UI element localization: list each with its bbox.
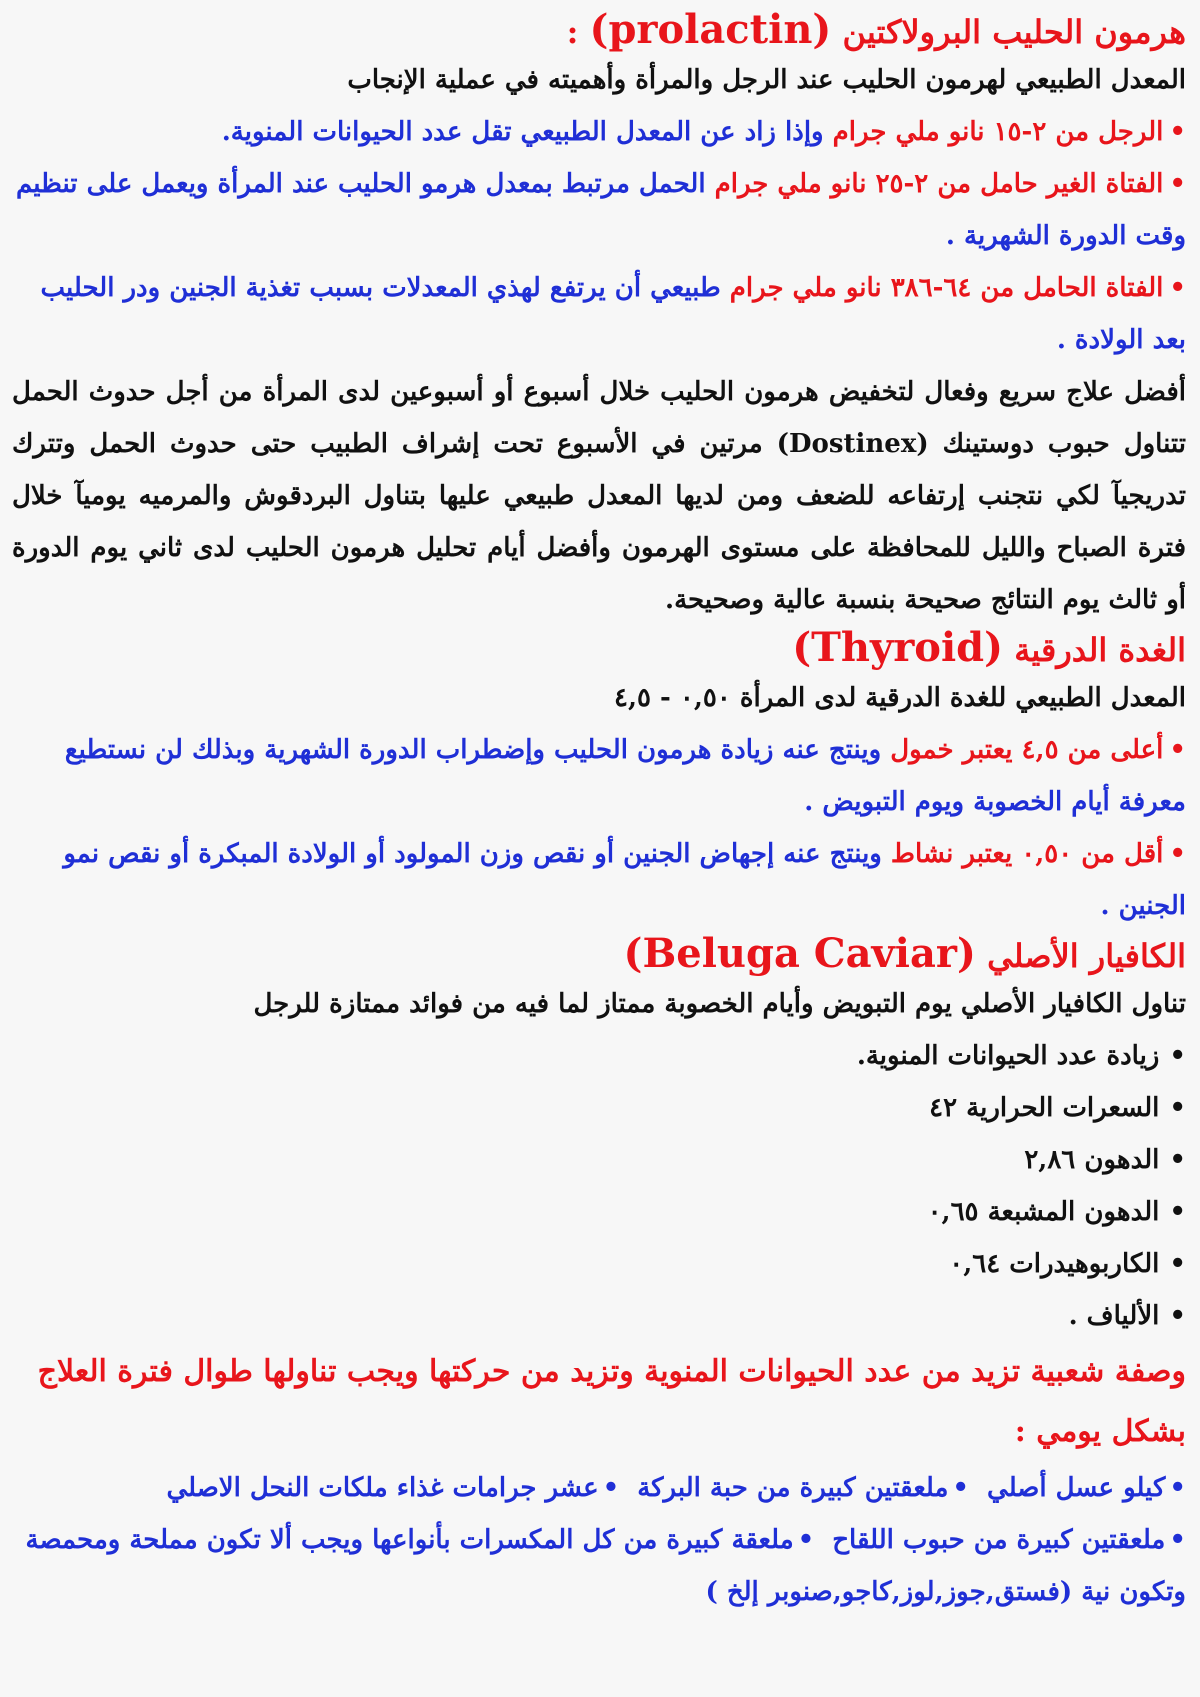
prolactin-treatment-paragraph: أفضل علاج سريع وفعال لتخفيض هرمون الحليب خلال أسبوع أو أسبوعين لدى المرأة من أجل حدوث الحمل تتناول حبوب دوستينك (Dostinex) مرتين في الأسبوع تحت إشراف الطبيب حتى حدوث الحمل وتترك تدريجيآ لكي نتجنب إرتفاعه للضعف ومن لديها المعدل طبيعي عليها بتناول البردقوش والمرميه يوميآ خلال فترة الصباح والليل للمحافظة على مستوى الهرمون وأفضل أيام تحليل هرمون الحليب لدى ثاني يوم الدورة أو ثالث يوم النتائج صحيحة بنسبة عالية وصحيحة. [12, 377, 1187, 615]
bullet-icon: • [1169, 1041, 1186, 1071]
thyroid-normal: المعدل الطبيعي للغدة الدرقية لدى المرأة ٠,٥٠ - ٤,٥ [614, 683, 1186, 713]
prolactin-title-end: : [566, 13, 590, 51]
prolactin-heading [12, 8, 1186, 54]
list-item: •الألياف . [1068, 1301, 1186, 1331]
list-item: •الدهون المشبعة ٠,٦٥ [927, 1197, 1186, 1227]
thyroid-heading: الغدة الدرقية (Thyroid) [792, 624, 1186, 671]
prolactin-title-en: (prolactin) [589, 6, 832, 53]
list-item: •الكاربوهيدرات ٠,٦٤ [949, 1249, 1186, 1279]
bullet-icon: • [602, 1473, 620, 1503]
recipe-items-line-1: •كيلو عسل أصلي•ملعقتين كبيرة من حبة البركة•عشر جرامات غذاء ملكات النحل الاصلي [166, 1473, 1186, 1503]
bullet-icon: • [1169, 273, 1186, 303]
prolactin-title-ar: هرمون الحليب البرولاكتين [831, 13, 1186, 51]
bullet-icon: • [1169, 169, 1186, 199]
caviar-heading: الكافيار الأصلي (Beluga Caviar) [623, 930, 1186, 977]
bullet-icon: • [1169, 1525, 1186, 1555]
bullet-icon: • [1169, 1093, 1186, 1123]
thyroid-high-item: •أعلى من ٤,٥ يعتبر خمول وينتج عنه زيادة هرمون الحليب وإضطراب الدورة الشهرية وبذلك لن نستطيع معرفة أيام الخصوبة ويوم التبويض . [64, 735, 1186, 817]
list-item: •السعرات الحرارية ٤٢ [929, 1093, 1186, 1123]
list-item: •الدهون ٢,٨٦ [1024, 1145, 1186, 1175]
caviar-intro: تناول الكافيار الأصلي يوم التبويض وأيام الخصوبة ممتاز لما فيه من فوائد ممتازة للرجل [253, 989, 1186, 1019]
bullet-icon: • [1169, 735, 1186, 765]
bullet-icon: • [1169, 839, 1186, 869]
prolactin-men-item: •الرجل من ٢-١٥ نانو ملي جرام وإذا زاد عن المعدل الطبيعي تقل عدد الحيوانات المنوية. [221, 117, 1186, 147]
bullet-icon: • [1169, 1145, 1186, 1175]
bullet-icon: • [1169, 1249, 1186, 1279]
bullet-icon: • [1169, 1301, 1186, 1331]
bullet-icon: • [1169, 1473, 1186, 1503]
bullet-icon: • [1169, 1197, 1186, 1227]
thyroid-low-item: •أقل من ٠,٥٠ يعتبر نشاط وينتج عنه إجهاض الجنين أو نقص وزن المولود أو الولادة المبكرة أو نقص نمو الجنين . [63, 839, 1186, 921]
recipe-heading: وصفة شعبية تزيد من عدد الحيوانات المنوية وتزيد من حركتها ويجب تناولها طوال فترة العلاج بشكل يومي : [37, 1354, 1186, 1449]
prolactin-normal-intro: المعدل الطبيعي لهرمون الحليب عند الرجل والمرأة وأهميته في عملية الإنجاب [347, 65, 1186, 95]
prolactin-girl-item: •الفتاة الغير حامل من ٢-٢٥ نانو ملي جرام الحمل مرتبط بمعدل هرمو الحليب عند المرأة ويعمل على تنظيم وقت الدورة الشهرية . [15, 169, 1186, 251]
bullet-icon: • [1169, 117, 1186, 147]
bullet-icon: • [797, 1525, 815, 1555]
list-item: •زيادة عدد الحيوانات المنوية. [856, 1041, 1186, 1071]
prolactin-pregnant-item: •الفتاة الحامل من ٦٤-٣٨٦ نانو ملي جرام طبيعي أن يرتفع لهذي المعدلات بسبب تغذية الجنين ودر الحليب بعد الولادة . [40, 273, 1186, 355]
recipe-items-line-2: •ملعقتين كبيرة من حبوب اللقاح•ملعقة كبيرة من كل المكسرات بأنواعها ويجب ألا تكون مملحة ومحمصة وتكون نية (فستق,جوز,لوز,كاجو,صنوبر إلخ ) [25, 1525, 1186, 1607]
bullet-icon: • [952, 1473, 970, 1503]
caviar-benefits-list [12, 1030, 1186, 1342]
